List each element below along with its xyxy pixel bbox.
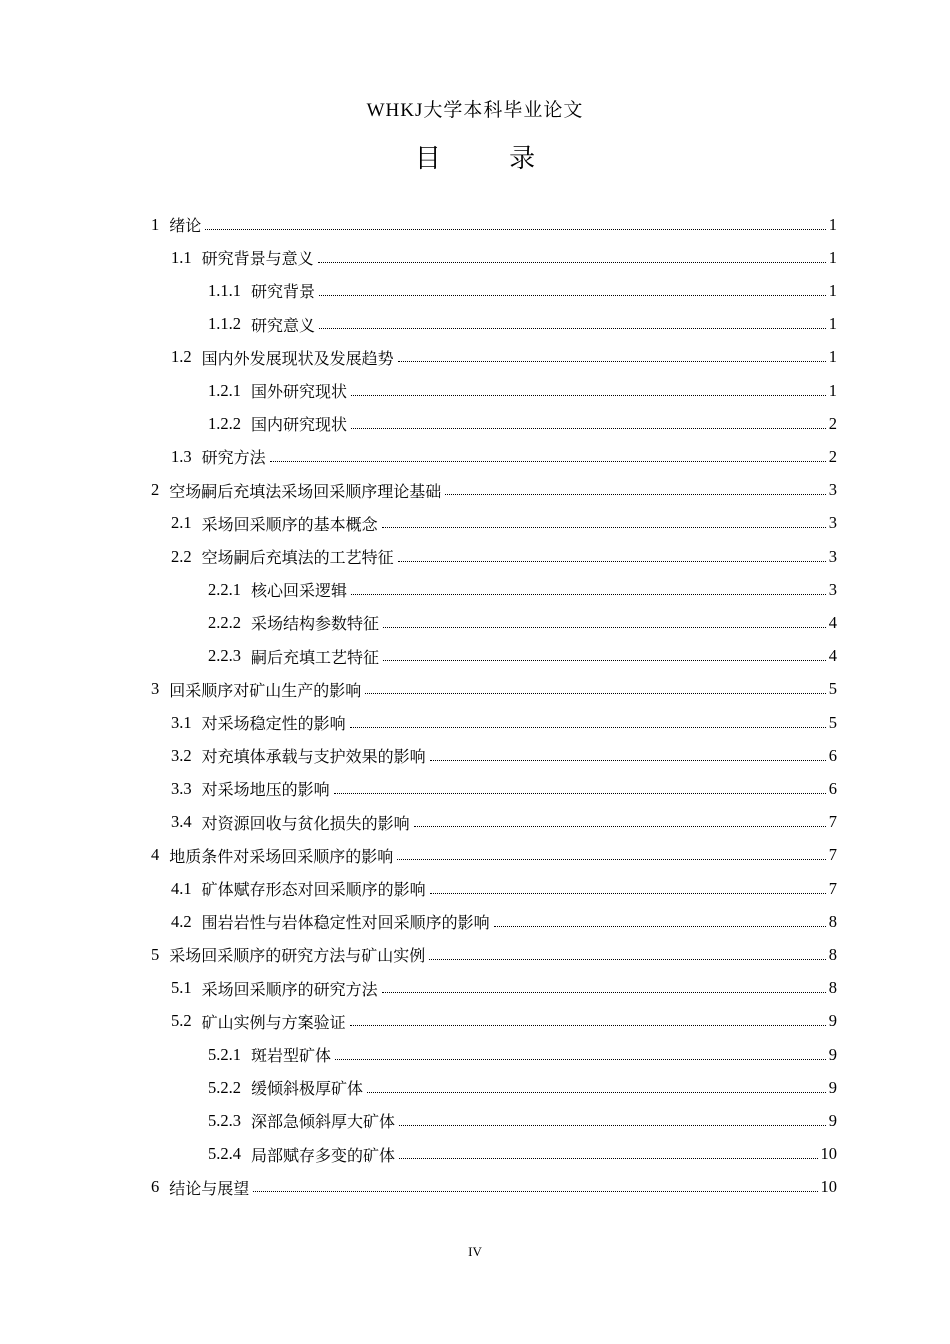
toc-dot-leader bbox=[430, 892, 826, 894]
toc-entry-number: 6 bbox=[151, 1177, 160, 1197]
toc-dot-leader bbox=[429, 958, 825, 960]
toc-entry-number: 4 bbox=[151, 845, 160, 865]
toc-entry-number: 1.1.1 bbox=[208, 280, 241, 300]
toc-entry-title: 围岩岩性与岩体稳定性对回采顺序的影响 bbox=[201, 913, 490, 933]
document-header: WHKJ大学本科毕业论文 bbox=[366, 100, 584, 121]
toc-dot-leader bbox=[334, 792, 826, 794]
toc-dot-leader bbox=[445, 493, 825, 495]
toc-dot-leader bbox=[398, 360, 826, 362]
toc-entry-title: 嗣后充填工艺特征 bbox=[251, 647, 380, 667]
toc-dot-leader bbox=[383, 659, 826, 661]
toc-dot-leader bbox=[382, 526, 826, 528]
toc-entry-page: 3 bbox=[828, 513, 837, 533]
toc-entry-number: 5.2.4 bbox=[208, 1144, 241, 1164]
toc-dot-leader bbox=[335, 1058, 826, 1060]
toc-entry-number: 2.2.3 bbox=[208, 646, 241, 666]
page-title: 目 录 bbox=[414, 144, 566, 174]
toc-dot-leader bbox=[350, 726, 826, 728]
toc-dot-leader bbox=[399, 1157, 817, 1159]
toc-entry-title: 缓倾斜极厚矿体 bbox=[251, 1079, 364, 1099]
toc-entry[interactable] bbox=[171, 1005, 837, 1038]
toc-dot-leader bbox=[351, 394, 826, 396]
toc-entry-title: 对采场地压的影响 bbox=[201, 780, 330, 800]
toc-entry-title: 对充填体承载与支护效果的影响 bbox=[201, 747, 426, 767]
toc-entry-number: 1.1.2 bbox=[208, 314, 241, 334]
toc-dot-leader bbox=[318, 261, 826, 263]
toc-entry-title: 采场回采顺序的研究方法与矿山实例 bbox=[169, 946, 426, 966]
toc-entry-page: 5 bbox=[828, 679, 837, 699]
toc-entry-number: 4.2 bbox=[171, 911, 192, 931]
toc-entry-page: 1 bbox=[828, 247, 837, 267]
toc-entry-number: 2.2 bbox=[171, 546, 192, 566]
toc-entry-title: 空场嗣后充填法采场回采顺序理论基础 bbox=[169, 481, 442, 501]
toc-entry-title: 采场回采顺序的研究方法 bbox=[201, 979, 378, 999]
toc-entry[interactable] bbox=[208, 274, 837, 307]
toc-entry-page: 1 bbox=[828, 347, 837, 367]
toc-entry-page: 3 bbox=[828, 546, 837, 566]
toc-entry[interactable] bbox=[151, 208, 837, 241]
toc-entry-title: 研究背景与意义 bbox=[201, 249, 314, 269]
toc-entry-number: 5 bbox=[151, 944, 160, 964]
toc-entry-title: 研究意义 bbox=[251, 315, 316, 335]
toc-entry[interactable] bbox=[171, 806, 837, 839]
toc-dot-leader bbox=[399, 1124, 826, 1126]
toc-entry-number: 2.2.2 bbox=[208, 612, 241, 632]
toc-entry-title: 深部急倾斜厚大矿体 bbox=[251, 1112, 396, 1132]
toc-entry-page: 7 bbox=[828, 845, 837, 865]
toc-entry[interactable] bbox=[171, 739, 837, 772]
toc-entry-title: 研究方法 bbox=[201, 448, 266, 468]
toc-entry[interactable] bbox=[208, 407, 837, 440]
toc-entry-page: 6 bbox=[828, 745, 837, 765]
toc-dot-leader bbox=[270, 460, 826, 462]
toc-entry-number: 4.1 bbox=[171, 878, 192, 898]
toc-entry-title: 局部赋存多变的矿体 bbox=[251, 1145, 396, 1165]
toc-entry[interactable] bbox=[151, 673, 837, 706]
toc-entry-title: 绪论 bbox=[169, 216, 202, 235]
page-number: IV bbox=[468, 1244, 482, 1259]
toc-entry-page: 4 bbox=[828, 612, 837, 632]
toc-entry-number: 1.3 bbox=[171, 446, 192, 466]
toc-entry-page: 1 bbox=[828, 214, 837, 234]
toc-dot-leader bbox=[383, 626, 826, 628]
toc-entry-page: 9 bbox=[828, 1044, 837, 1064]
toc-entry[interactable] bbox=[208, 1038, 837, 1071]
toc-entry-number: 1.1 bbox=[171, 247, 192, 267]
toc-entry[interactable] bbox=[171, 507, 837, 540]
toc-entry-title: 回采顺序对矿山生产的影响 bbox=[169, 680, 362, 700]
toc-entry-page: 2 bbox=[828, 446, 837, 466]
toc-entry-number: 1 bbox=[151, 214, 160, 234]
toc-entry-number: 3.1 bbox=[171, 712, 192, 732]
toc-entry[interactable] bbox=[208, 640, 837, 673]
toc-entry-page: 3 bbox=[828, 579, 837, 599]
toc-dot-leader bbox=[253, 1190, 817, 1192]
toc-dot-leader bbox=[398, 560, 826, 562]
toc-entry-page: 1 bbox=[828, 314, 837, 334]
toc-entry-title: 结论与展望 bbox=[169, 1178, 250, 1198]
toc-entry-number: 5.2.3 bbox=[208, 1110, 241, 1130]
toc-dot-leader bbox=[430, 759, 826, 761]
toc-entry-title: 采场结构参数特征 bbox=[251, 614, 380, 634]
toc-entry[interactable] bbox=[151, 474, 837, 507]
toc-entry[interactable] bbox=[208, 1071, 837, 1104]
toc-entry-title: 对资源回收与贫化损失的影响 bbox=[201, 813, 410, 833]
toc-entry-page: 8 bbox=[828, 944, 837, 964]
toc-entry-number: 2.1 bbox=[171, 513, 192, 533]
toc-entry[interactable] bbox=[151, 1171, 837, 1204]
toc-entry-number: 3.3 bbox=[171, 778, 192, 798]
toc-dot-leader bbox=[494, 925, 826, 927]
toc-entry-page: 9 bbox=[828, 1110, 837, 1130]
toc-dot-leader bbox=[382, 991, 826, 993]
toc-entry[interactable] bbox=[171, 772, 837, 805]
toc-entry[interactable] bbox=[208, 374, 837, 407]
toc-entry-page: 5 bbox=[828, 712, 837, 732]
toc-entry[interactable] bbox=[208, 1104, 837, 1137]
toc-entry-page: 10 bbox=[820, 1144, 837, 1164]
toc-entry-title: 研究背景 bbox=[251, 282, 316, 302]
toc-entry-page: 9 bbox=[828, 1077, 837, 1097]
toc-entry[interactable] bbox=[151, 839, 837, 872]
toc-entry-number: 5.2.2 bbox=[208, 1077, 241, 1097]
toc-dot-leader bbox=[351, 427, 826, 429]
toc-entry-number: 3 bbox=[151, 679, 160, 699]
toc-entry-number: 1.2.1 bbox=[208, 380, 241, 400]
toc-entry-title: 矿体赋存形态对回采顺序的影响 bbox=[201, 880, 426, 899]
toc-entry-page: 10 bbox=[820, 1177, 837, 1197]
toc-entry-title: 国内外发展现状及发展趋势 bbox=[201, 348, 394, 368]
toc-dot-leader bbox=[397, 858, 825, 860]
toc-dot-leader bbox=[350, 1024, 826, 1026]
toc-entry-number: 3.4 bbox=[171, 812, 192, 832]
toc-entry-title: 空场嗣后充填法的工艺特征 bbox=[201, 548, 394, 567]
toc-entry-title: 核心回采逻辑 bbox=[251, 581, 348, 601]
toc-entry-title: 国内研究现状 bbox=[251, 415, 348, 435]
toc-entry[interactable] bbox=[208, 606, 837, 639]
toc-entry-page: 8 bbox=[828, 911, 837, 931]
toc-entry[interactable] bbox=[171, 540, 837, 573]
toc-entry[interactable] bbox=[171, 706, 837, 739]
toc-entry-page: 7 bbox=[828, 812, 837, 832]
toc-entry[interactable] bbox=[208, 573, 837, 606]
toc-entry[interactable] bbox=[171, 241, 837, 274]
toc-dot-leader bbox=[351, 593, 826, 595]
toc-entry[interactable] bbox=[171, 905, 837, 938]
toc-entry-title: 斑岩型矿体 bbox=[251, 1046, 332, 1065]
toc-entry-title: 对采场稳定性的影响 bbox=[201, 714, 346, 733]
toc-entry[interactable] bbox=[208, 1138, 837, 1171]
toc-entry[interactable] bbox=[171, 872, 837, 905]
toc-entry-number: 3.2 bbox=[171, 745, 192, 765]
toc-entry-number: 5.2 bbox=[171, 1011, 192, 1031]
toc-entry-page: 4 bbox=[828, 646, 837, 666]
toc-entry-page: 1 bbox=[828, 380, 837, 400]
toc-entry[interactable] bbox=[171, 440, 837, 473]
toc-entry-number: 5.1 bbox=[171, 978, 192, 998]
toc-entry[interactable] bbox=[171, 972, 837, 1005]
toc-entry[interactable] bbox=[208, 308, 837, 341]
toc-entry-number: 2 bbox=[151, 480, 160, 500]
toc-dot-leader bbox=[365, 692, 825, 694]
toc-dot-leader bbox=[319, 327, 826, 329]
toc-entry-page: 9 bbox=[828, 1011, 837, 1031]
toc-entry[interactable] bbox=[171, 341, 837, 374]
toc-entry-page: 7 bbox=[828, 878, 837, 898]
toc-dot-leader bbox=[319, 294, 826, 296]
toc-entry-title: 国外研究现状 bbox=[251, 382, 348, 401]
toc-entry-title: 矿山实例与方案验证 bbox=[201, 1012, 346, 1032]
toc-entry-page: 8 bbox=[828, 978, 837, 998]
toc-entry-number: 5.2.1 bbox=[208, 1044, 241, 1064]
toc-dot-leader bbox=[205, 228, 825, 230]
toc-entry-page: 2 bbox=[828, 413, 837, 433]
toc-entry-page: 3 bbox=[828, 480, 837, 500]
toc-dot-leader bbox=[414, 825, 826, 827]
toc-entry-title: 采场回采顺序的基本概念 bbox=[201, 514, 378, 534]
toc-dot-leader bbox=[367, 1091, 826, 1093]
toc-entry-number: 1.2 bbox=[171, 347, 192, 367]
toc-entry-title: 地质条件对采场回采顺序的影响 bbox=[169, 846, 394, 866]
toc-entry-page: 1 bbox=[828, 280, 837, 300]
toc-entry-page: 6 bbox=[828, 778, 837, 798]
toc-entry-number: 2.2.1 bbox=[208, 579, 241, 599]
toc-entry-number: 1.2.2 bbox=[208, 413, 241, 433]
toc-entry[interactable] bbox=[151, 938, 837, 971]
